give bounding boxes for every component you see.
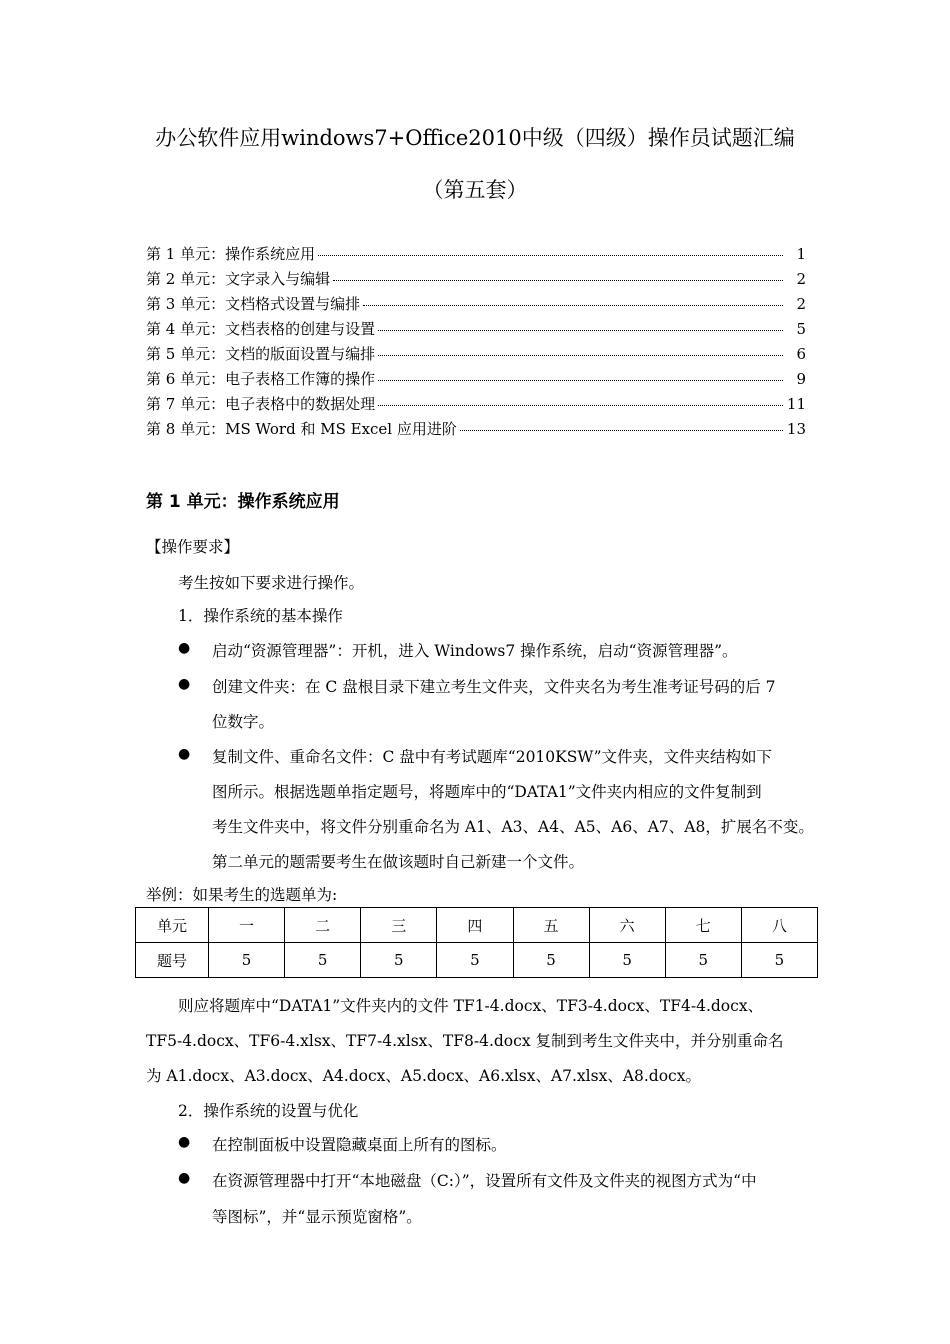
table-cell: 一 bbox=[209, 908, 285, 943]
table-cell: 六 bbox=[589, 908, 665, 943]
subsection-title: 2．操作系统的设置与优化 bbox=[178, 1102, 359, 1120]
table-cell: 二 bbox=[285, 908, 361, 943]
toc-label: 第 2 单元：文字录入与编辑 bbox=[146, 270, 331, 288]
toc-entry[interactable] bbox=[146, 293, 806, 317]
toc-entry[interactable] bbox=[146, 368, 806, 392]
bullet-icon: ● bbox=[178, 746, 191, 762]
bullet-text: 创建文件夹：在 C 盘根目录下建立考生文件夹，文件夹名为考生准考证号码的后 7 bbox=[212, 678, 776, 696]
toc-page: 2 bbox=[796, 270, 806, 288]
toc-page: 1 bbox=[796, 245, 806, 263]
bullet-text: 第二单元的题需要考生在做该题时自己新建一个文件。 bbox=[212, 853, 585, 871]
toc-page: 6 bbox=[796, 345, 806, 363]
toc-label: 第 6 单元：电子表格工作簿的操作 bbox=[146, 370, 376, 388]
bullet-icon: ● bbox=[178, 1170, 191, 1186]
bullet-text: 在控制面板中设置隐藏桌面上所有的图标。 bbox=[212, 1136, 507, 1154]
toc-leader bbox=[378, 405, 783, 406]
bullet-icon: ● bbox=[178, 1134, 191, 1150]
toc-label: 第 1 单元：操作系统应用 bbox=[146, 245, 316, 263]
toc-leader bbox=[378, 355, 783, 356]
requirements-label: 【操作要求】 bbox=[146, 538, 240, 556]
table-cell: 5 bbox=[209, 943, 285, 978]
bullet-text: 图所示。根据选题单指定题号，将题库中的“DATA1”文件夹内相应的文件复制到 bbox=[212, 783, 762, 801]
toc-label: 第 5 单元：文档的版面设置与编排 bbox=[146, 345, 376, 363]
toc-leader bbox=[378, 380, 783, 381]
table-cell: 单元 bbox=[136, 908, 209, 943]
toc-entry[interactable] bbox=[146, 243, 806, 267]
table-cell: 5 bbox=[665, 943, 741, 978]
table-cell: 5 bbox=[589, 943, 665, 978]
table-cell: 七 bbox=[665, 908, 741, 943]
toc-page: 13 bbox=[786, 420, 806, 438]
toc-page: 9 bbox=[796, 370, 806, 388]
toc-leader bbox=[333, 280, 783, 281]
toc-entry[interactable] bbox=[146, 318, 806, 342]
body-text: 为 A1.docx、A3.docx、A4.docx、A5.docx、A6.xlsx、A7.xlsx、A8.docx。 bbox=[146, 1067, 701, 1085]
bullet-text: 启动“资源管理器”：开机，进入 Windows7 操作系统，启动“资源管理器”。 bbox=[212, 642, 738, 660]
subsection-title: 1．操作系统的基本操作 bbox=[178, 607, 343, 625]
body-text: 则应将题库中“DATA1”文件夹内的文件 TF1-4.docx、TF3-4.docx、TF4-4.docx、 bbox=[178, 997, 764, 1015]
toc-leader bbox=[378, 330, 783, 331]
document-title: 办公软件应用windows7+Office2010中级（四级）操作员试题汇编 bbox=[155, 126, 795, 150]
toc-entry[interactable] bbox=[146, 268, 806, 292]
bullet-text: 等图标”，并“显示预览窗格”。 bbox=[212, 1208, 422, 1226]
table-cell: 五 bbox=[513, 908, 589, 943]
body-text: TF5-4.docx、TF6-4.xlsx、TF7-4.xlsx、TF8-4.docx 复制到考生文件夹中，并分别重命名 bbox=[146, 1032, 784, 1050]
toc-page: 5 bbox=[796, 320, 806, 338]
bullet-text: 考生文件夹中，将文件分别重命名为 A1、A3、A4、A5、A6、A7、A8，扩展名不变。 bbox=[212, 818, 814, 836]
table-cell: 三 bbox=[361, 908, 437, 943]
toc-page: 2 bbox=[796, 295, 806, 313]
bullet-icon: ● bbox=[178, 640, 191, 656]
table-cell: 5 bbox=[513, 943, 589, 978]
toc-label: 第 8 单元：MS Word 和 MS Excel 应用进阶 bbox=[146, 420, 457, 438]
bullet-text: 位数字。 bbox=[212, 713, 275, 731]
bullet-text: 在资源管理器中打开“本地磁盘（C:）”，设置所有文件及文件夹的视图方式为“中 bbox=[212, 1172, 757, 1190]
document-subtitle: （第五套） bbox=[422, 178, 528, 202]
toc-leader bbox=[318, 255, 783, 256]
table-cell: 5 bbox=[285, 943, 361, 978]
intro-text: 考生按如下要求进行操作。 bbox=[178, 574, 365, 592]
toc-entry[interactable] bbox=[146, 418, 806, 442]
table-row bbox=[136, 943, 818, 978]
bullet-text: 复制文件、重命名文件：C 盘中有考试题库“2010KSW”文件夹，文件夹结构如下 bbox=[212, 748, 773, 766]
bullet-icon: ● bbox=[178, 676, 191, 692]
table-row bbox=[136, 908, 818, 943]
example-label: 举例：如果考生的选题单为: bbox=[146, 886, 338, 904]
toc-page: 11 bbox=[786, 395, 806, 413]
table-cell: 四 bbox=[437, 908, 513, 943]
selection-table bbox=[135, 907, 818, 978]
table-cell: 5 bbox=[437, 943, 513, 978]
table-cell: 八 bbox=[741, 908, 817, 943]
table-cell: 5 bbox=[361, 943, 437, 978]
toc-entry[interactable] bbox=[146, 343, 806, 367]
section-heading: 第 1 单元：操作系统应用 bbox=[146, 492, 340, 512]
toc-label: 第 7 单元：电子表格中的数据处理 bbox=[146, 395, 376, 413]
toc-label: 第 4 单元：文档表格的创建与设置 bbox=[146, 320, 376, 338]
toc-entry[interactable] bbox=[146, 393, 806, 417]
table-cell: 5 bbox=[741, 943, 817, 978]
toc-label: 第 3 单元：文档格式设置与编排 bbox=[146, 295, 361, 313]
table-cell: 题号 bbox=[136, 943, 209, 978]
toc-leader bbox=[363, 305, 783, 306]
toc-leader bbox=[460, 430, 783, 431]
